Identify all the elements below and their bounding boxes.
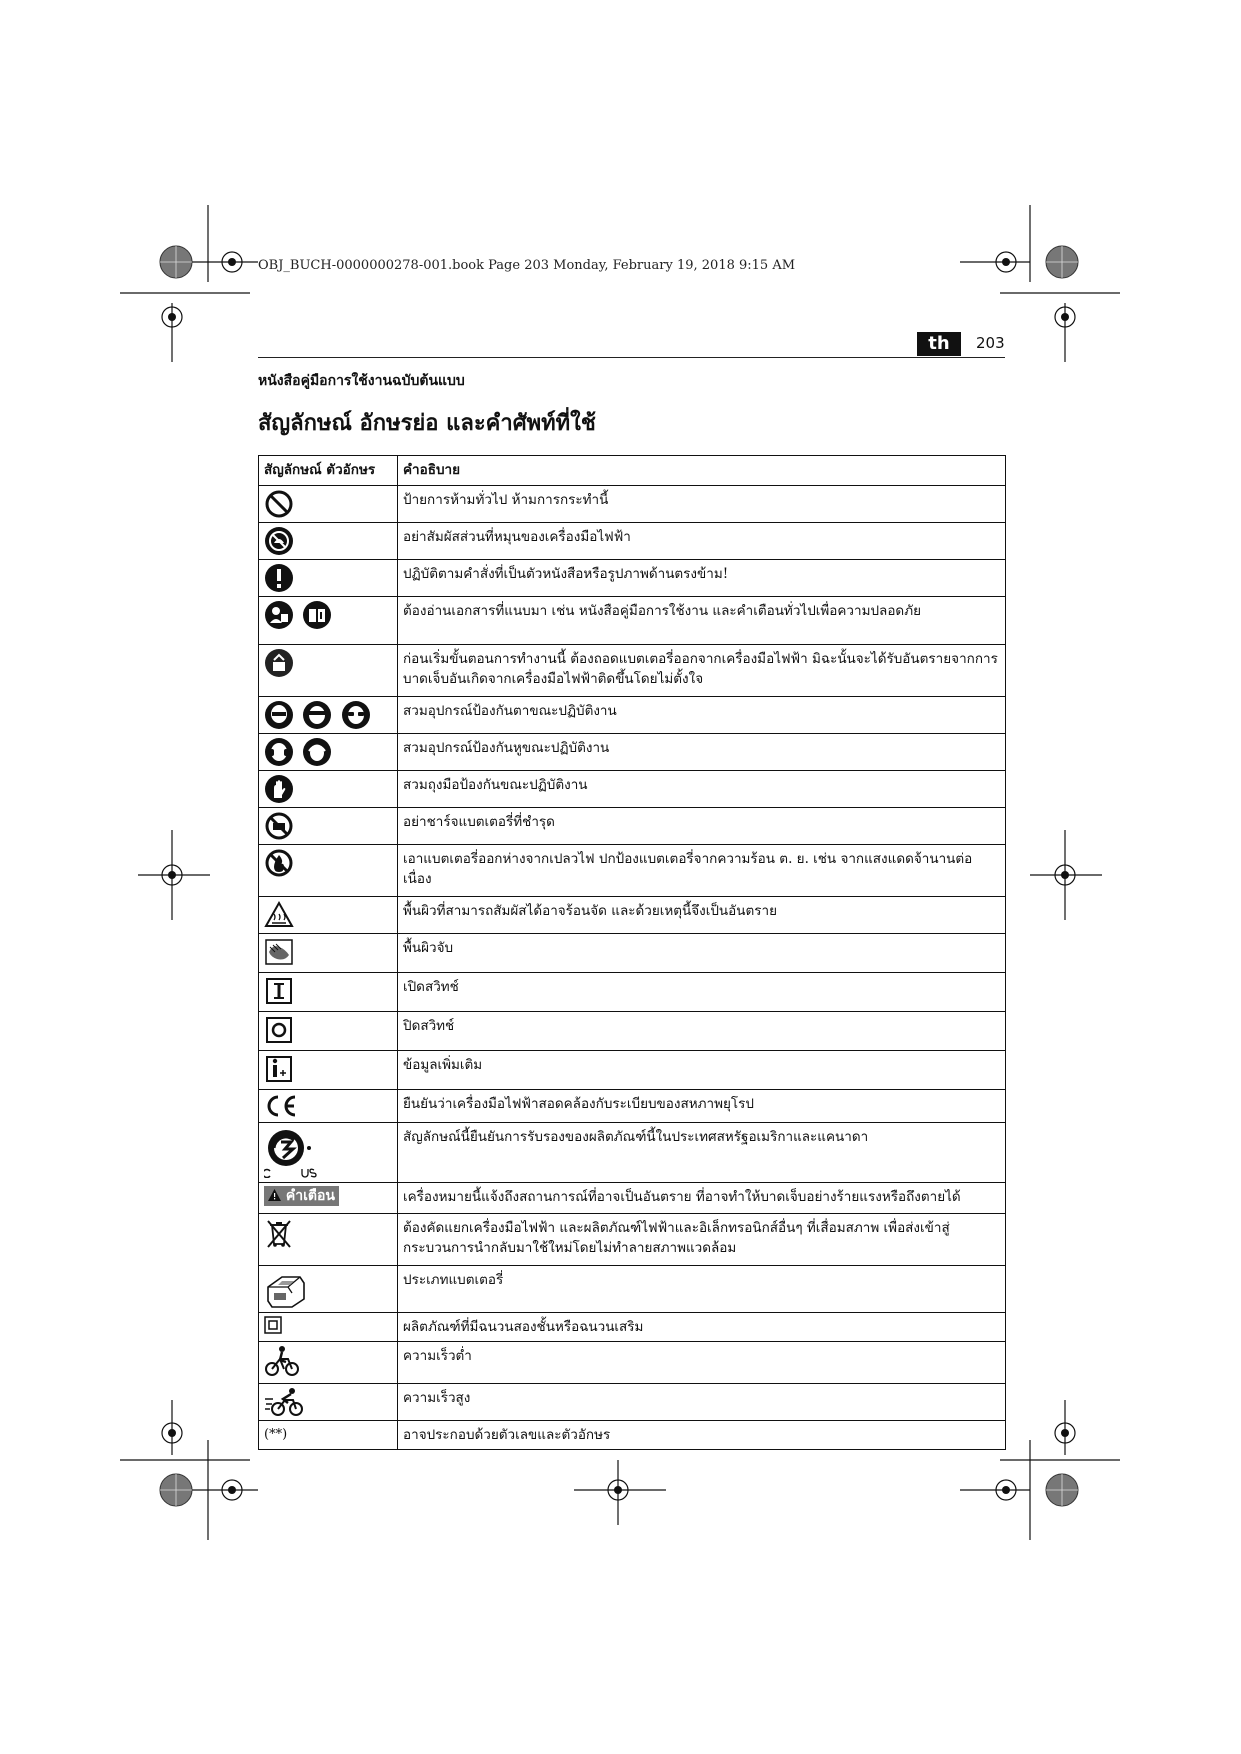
table-header-row [259,456,1006,486]
hot-surface-warning-icon [264,900,294,930]
description-cell: ก่อนเริ่มขั้นตอนการทำงานนี้ ต้องถอดแบตเตอรี่ออกจากเครื่องมือไฟฟ้า มิฉะนั้นจะได้รับอันตรายจากการบาดเจ็บอันเกิดจากเครื่องมือไฟฟ้าติดขึ้นโดยไม่ตั้งใจ [398,645,1006,697]
eye-protection-icon [264,700,294,730]
table-row [259,597,1006,645]
page-title: สัญลักษณ์ อักษรย่อ และคำศัพท์ที่ใช้ [258,410,596,436]
description-cell: ความเร็วต่ำ [398,1342,1006,1384]
description-cell: เปิดสวิทช์ [398,973,1006,1012]
table-row [259,1313,1006,1342]
language-badge: th [917,332,961,356]
column-header-description: คำอธิบาย [398,456,1006,486]
symbol-cell [259,808,398,845]
description-cell: เครื่องหมายนี้แจ้งถึงสถานการณ์ที่อาจเป็นอันตราย ที่อาจทำให้บาดเจ็บอย่างร้ายแรงหรือถึงตายได้ [398,1183,1006,1214]
table-row [259,1051,1006,1090]
description-cell: ต้องอ่านเอกสารที่แนบมา เช่น หนังสือคู่มือการใช้งาน และคำเตือนทั่วไปเพื่อความปลอดภัย [398,597,1006,645]
document-subtitle: หนังสือคู่มือการใช้งานฉบับต้นแบบ [258,373,465,389]
table-row [259,934,1006,973]
header-rule [258,357,1005,358]
switch-off-icon [264,1015,294,1045]
description-cell: สวมอุปกรณ์ป้องกันตาขณะปฏิบัติงาน [398,697,1006,734]
symbol-cell [259,486,398,523]
description-cell: สวมอุปกรณ์ป้องกันหูขณะปฏิบัติงาน [398,734,1006,771]
symbol-cell [259,560,398,597]
ce-mark-icon [264,1093,298,1119]
description-cell: ปฏิบัติตามคำสั่งที่เป็นตัวหนังสือหรือรูปภาพด้านตรงข้าม! [398,560,1006,597]
symbol-cell [259,1051,398,1090]
additional-information-icon [264,1054,294,1084]
ear-protection-icon [264,737,294,767]
description-cell: อย่าชาร์จแบตเตอรี่ที่ชำรุด [398,808,1006,845]
symbol-cell [259,1183,398,1214]
symbol-cell [259,845,398,897]
ear-muffs-icon [302,737,332,767]
symbol-cell [259,1384,398,1421]
placeholder-symbol-text: (**) [264,1427,288,1442]
goggles-icon [341,700,371,730]
symbol-cell [259,1266,398,1313]
high-speed-bicycle-icon [264,1387,304,1417]
description-cell: ความเร็วสูง [398,1384,1006,1421]
table-row [259,973,1006,1012]
protective-gloves-icon [264,774,294,804]
table-row [259,1421,1006,1450]
table-row [259,645,1006,697]
table-row [259,1183,1006,1214]
table-row [259,734,1006,771]
symbol-cell [259,1012,398,1051]
symbol-cell [259,523,398,560]
symbol-cell [259,771,398,808]
symbol-cell [259,973,398,1012]
table-row [259,845,1006,897]
file-header: OBJ_BUCH-0000000278-001.book Page 203 Monday, February 19, 2018 9:15 AM [258,258,796,273]
description-cell: ป้ายการห้ามทั่วไป ห้ามการกระทำนี้ [398,486,1006,523]
warning-label-icon [264,1186,339,1206]
table-row [259,1012,1006,1051]
symbol-cell [259,1214,398,1266]
symbol-cell [259,1342,398,1384]
table-row [259,808,1006,845]
column-header-symbol: สัญลักษณ์ ตัวอักษร [259,456,398,486]
description-cell: พื้นผิวจับ [398,934,1006,973]
description-cell: อาจประกอบด้วยตัวเลขและตัวอักษร [398,1421,1006,1450]
description-cell: ยืนยันว่าเครื่องมือไฟฟ้าสอดคล้องกับระเบียบของสหภาพยุโรป [398,1090,1006,1123]
read-instructions-icon [264,600,294,630]
manual-book-icon [302,600,332,630]
warning-label-text: คำเตือน [285,1188,335,1204]
face-protection-icon [302,700,332,730]
double-insulation-icon [264,1316,282,1334]
low-speed-bicycle-icon [264,1345,300,1377]
grip-surface-icon [264,937,294,967]
page-number: 203 [976,334,1005,352]
symbols-table [258,455,1006,1450]
description-cell: ผลิตภัณฑ์ที่มีฉนวนสองชั้นหรือฉนวนเสริม [398,1313,1006,1342]
table-row [259,1342,1006,1384]
description-cell: ประเภทแบตเตอรี่ [398,1266,1006,1313]
symbol-cell [259,934,398,973]
symbol-cell [259,734,398,771]
battery-type-icon [264,1269,308,1309]
table-row [259,486,1006,523]
keep-battery-away-from-fire-icon [264,848,294,878]
description-cell: พื้นผิวที่สามารถสัมผัสได้อาจร้อนจัด และด้วยเหตุนี้จึงเป็นอันตราย [398,897,1006,934]
table-row [259,1123,1006,1183]
description-cell: ข้อมูลเพิ่มเติม [398,1051,1006,1090]
csa-mark-icon [264,1126,324,1178]
symbol-cell [259,1421,398,1450]
weee-crossed-bin-icon [264,1217,294,1251]
table-row [259,1384,1006,1421]
description-cell: ปิดสวิทช์ [398,1012,1006,1051]
description-cell: สัญลักษณ์นี้ยืนยันการรับรองของผลิตภัณฑ์นี้ในประเทศสหรัฐอเมริกาและแคนาดา [398,1123,1006,1183]
table-row [259,697,1006,734]
mandatory-action-icon [264,563,294,593]
table-row [259,1214,1006,1266]
prohibition-icon [264,489,294,519]
description-cell: สวมถุงมือป้องกันขณะปฏิบัติงาน [398,771,1006,808]
symbol-cell [259,1090,398,1123]
table-row [259,523,1006,560]
description-cell: เอาแบตเตอรี่ออกห่างจากเปลวไฟ ปกป้องแบตเตอรี่จากความร้อน ต. ย. เช่น จากแสงแดดจ้านานต่อเนื่อง [398,845,1006,897]
description-cell: ต้องคัดแยกเครื่องมือไฟฟ้า และผลิตภัณฑ์ไฟฟ้าและอิเล็กทรอนิกส์อื่นๆ ที่เสื่อมสภาพ เพื่อส่งเข้าสู่กระบวนการนำกลับมาใช้ใหม่โดยไม่ทำลายสภาพแวดล้อม [398,1214,1006,1266]
symbol-cell [259,645,398,697]
symbol-cell [259,897,398,934]
symbol-cell [259,1313,398,1342]
symbol-cell [259,697,398,734]
table-row [259,1090,1006,1123]
symbol-cell [259,597,398,645]
description-cell: อย่าสัมผัสส่วนที่หมุนของเครื่องมือไฟฟ้า [398,523,1006,560]
remove-battery-icon [264,648,294,678]
table-row [259,1266,1006,1313]
no-charging-damaged-battery-icon [264,811,294,841]
no-touch-rotating-parts-icon [264,526,294,556]
table-row [259,771,1006,808]
switch-on-icon [264,976,294,1006]
symbol-cell [259,1123,398,1183]
table-row [259,897,1006,934]
table-row [259,560,1006,597]
